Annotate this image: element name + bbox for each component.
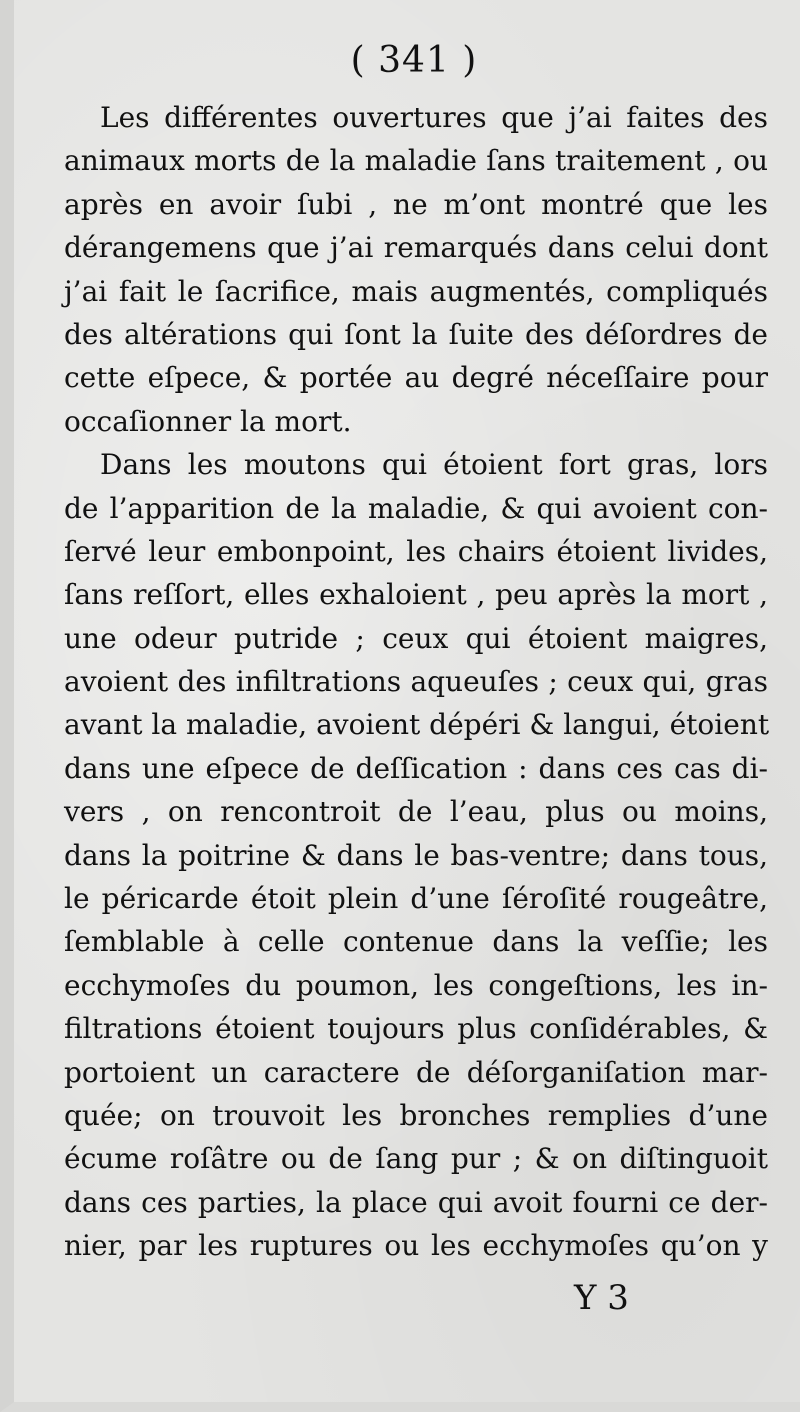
- signature-mark: Y 3: [574, 1278, 629, 1318]
- text-line: cette eſpece, & portée au degré néceſſaire pour: [64, 361, 768, 395]
- text-line: avant la maladie, avoient dépéri & langui, étoient: [64, 708, 770, 742]
- text-line: j’ai fait le ſacrifice, mais augmentés, compliqués: [64, 274, 768, 308]
- text-line: Les différentes ouvertures que j’ai faites des: [100, 101, 768, 134]
- text-line: dans ces parties, la place qui avoit fourni ce der-: [64, 1185, 768, 1219]
- text-line: vers , on rencontroit de l’eau, plus ou moins,: [64, 795, 768, 829]
- text-line: filtrations étoient toujours plus conſidérables, &: [64, 1012, 768, 1046]
- text-line: portoient un caractere de déſorganiſation mar-: [64, 1055, 768, 1089]
- text-line: dans une eſpece de deſſication : dans ces cas di-: [64, 751, 768, 785]
- text-line: des altérations qui ſont la ſuite des déſordres de: [64, 317, 768, 351]
- text-line: dérangemens que j’ai remarqués dans celui dont: [64, 231, 768, 265]
- text-line: une odeur putride ; ceux qui étoient maigres,: [64, 621, 768, 655]
- text-line: ſans reſſort, elles exhaloient , peu après la mort ,: [64, 578, 768, 612]
- text-line: animaux morts de la maladie ſans traitement , ou: [64, 144, 768, 178]
- body-text: [64, 96, 768, 1268]
- text-line: écume roſâtre ou de ſang pur ; & on diſtinguoit: [64, 1142, 768, 1176]
- text-line: dans la poitrine & dans le bas-ventre; dans tous,: [64, 838, 768, 872]
- text-line: ſemblable à celle contenue dans la veſſie; les: [64, 925, 768, 959]
- text-line: le péricarde étoit plein d’une ſéroſité rougeâtre,: [64, 882, 768, 916]
- text-line: après en avoir ſubi , ne m’ont montré que les: [64, 187, 768, 221]
- text-line: nier, par les ruptures ou les ecchymoſes qu’on y: [64, 1229, 768, 1263]
- text-line: occaſionner la mort.: [64, 404, 352, 438]
- text-line: ecchymoſes du poumon, les congeſtions, les in-: [64, 968, 768, 1002]
- text-line: de l’apparition de la maladie, & qui avoient con-: [64, 491, 768, 525]
- text-line: quée; on trouvoit les bronches remplies d’une: [64, 1098, 768, 1132]
- text-line: avoient des infiltrations aqueuſes ; ceux qui, gras: [64, 665, 768, 699]
- page-number: ( 341 ): [350, 40, 478, 81]
- text-line: Dans les moutons qui étoient fort gras, lors: [100, 448, 768, 482]
- text-line: ſervé leur embonpoint, les chairs étoient livides,: [64, 534, 768, 568]
